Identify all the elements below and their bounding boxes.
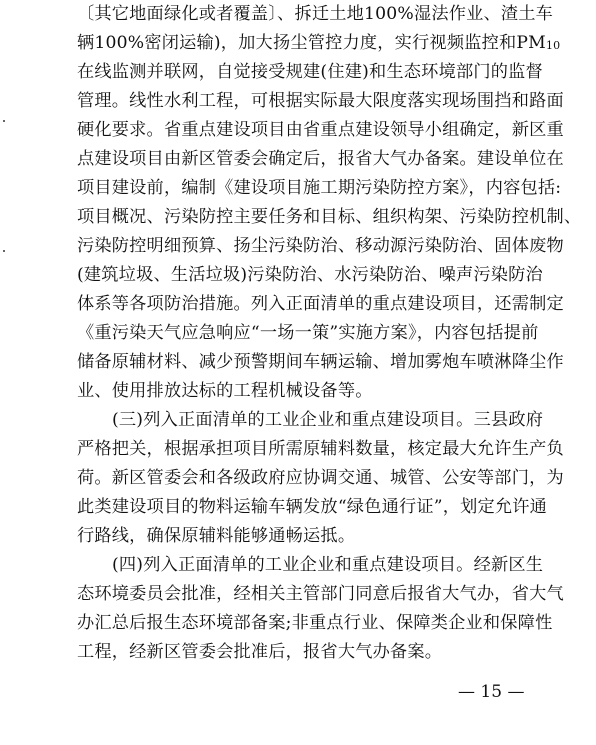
text-line: 管理。线性水利工程，可根据实际最大限度落实现场围挡和路面 <box>77 91 564 111</box>
text-line: 硬化要求。省重点建设项目由省重点建设领导小组确定，新区重 <box>77 120 564 140</box>
text-line: 此类建设项目的物料运输车辆发放“绿色通行证”，划定允许通 <box>77 497 548 517</box>
text-line: 办汇总后报生态环境部备案;非重点行业、保障类企业和保障性 <box>77 613 553 633</box>
text-line: 体系等各项防治措施。列入正面清单的重点建设项目，还需制定 <box>77 294 564 314</box>
text-line: 工程，经新区管委会批准后，报省大气办备案。 <box>77 642 443 662</box>
text-line: (建筑垃圾、生活垃圾)污染防治、水污染防治、噪声污染防治 <box>77 265 543 285</box>
text-line <box>77 29 561 57</box>
paragraph-three-first-line: (三)列入正面清单的工业企业和重点建设项目。三县政府 <box>112 410 544 430</box>
text-line: 《重污染天气应急响应“一场一策”实施方案》，内容包括提前 <box>77 323 539 343</box>
text-line: 业、使用排放达标的工程机械设备等。 <box>77 381 373 401</box>
text-line: 在线监测并联网，自觉接受规建(住建)和生态环境部门的监督 <box>77 62 543 82</box>
text-line: 荷。新区管委会和各级政府应协调交通、城管、公安等部门，为 <box>77 468 564 488</box>
margin-mark <box>3 250 5 252</box>
text-line: 〔其它地面绿化或者覆盖〕、拆迁土地100%湿法作业、渣土车 <box>77 4 554 24</box>
paragraph-four-first-line: (四)列入正面清单的工业企业和重点建设项目。经新区生 <box>112 555 544 575</box>
text-line: 项目概况、污染防控主要任务和目标、组织构架、污染防控机制、 <box>77 207 582 227</box>
text-line: 储备原辅材料、减少预警期间车辆运输、增加雾炮车喷淋降尘作 <box>77 352 564 372</box>
text-line: 严格把关，根据承担项目所需原辅料数量，核定最大允许生产负 <box>77 439 564 459</box>
text-line: 污染防控明细预算、扬尘污染防治、移动源污染防治、固体废物 <box>77 236 564 256</box>
page-number: — 15 — <box>458 682 525 702</box>
text-line-content: 辆100%密闭运输)，加大扬尘管控力度，实行视频监控和PM <box>77 33 546 53</box>
text-line: 行路线，确保原辅料能够通畅运抵。 <box>77 526 356 546</box>
text-line: 点建设项目由新区管委会确定后，报省大气办备案。建设单位在 <box>77 149 564 169</box>
text-line: 项目建设前，编制《建设项目施工期污染防控方案》，内容包括: <box>77 178 562 198</box>
text-line: 态环境委员会批准，经相关主管部门同意后报省大气办，省大气 <box>77 584 564 604</box>
pm-subscript: 10 <box>545 39 561 52</box>
margin-mark <box>3 120 5 122</box>
